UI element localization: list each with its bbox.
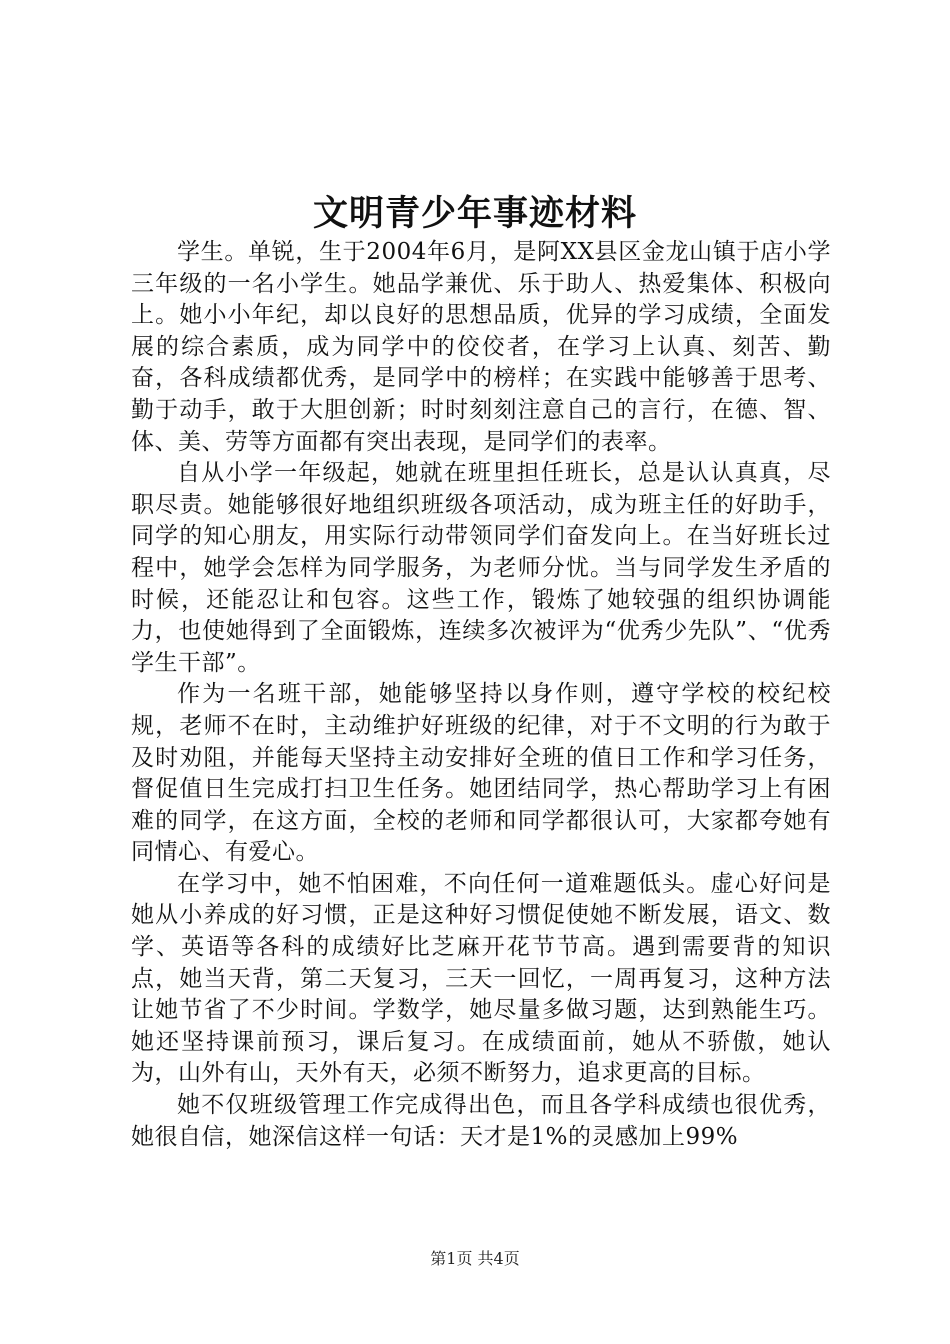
paragraph-4: 在学习中，她不怕困难，不向任何一道难题低头。虚心好问是她从小养成的好习惯，正是这种好习惯促使她不断发展，语文、数学、英语等各科的成绩好比芝麻开花节节高。遇到需要背的知识点，她当天背，第二天复习，三天一回忆，一周再复习，这种方法让她节省了不少时间。学数学，她尽量多做习题，达到熟能生巧。她还坚持课前预习，课后复习。在成绩面前，她从不骄傲，她认为，山外有山，天外有天，必须不断努力，追求更高的目标。 (131, 870, 831, 1087)
page-number-footer: 第1页 共4页 (430, 1249, 520, 1268)
paragraph-1: 学生。单锐，生于2004年6月，是阿XX县区金龙山镇于店小学三年级的一名小学生。她品学兼优、乐于助人、热爱集体、积极向上。她小小年纪，却以良好的思想品质，优异的学习成绩，全面发展的综合素质，成为同学中的佼佼者，在学习上认真、刻苦、勤奋，各科成绩都优秀，是同学中的榜样；在实践中能够善于思考、勤于动手，敢于大胆创新；时时刻刻注意自己的言行，在德、智、体、美、劳等方面都有突出表现，是同学们的表率。 (131, 239, 831, 455)
document-title: 文明青少年事迹材料 (312, 193, 637, 234)
paragraph-2: 自从小学一年级起，她就在班里担任班长，总是认认真真，尽职尽责。她能够很好地组织班级各项活动，成为班主任的好助手，同学的知心朋友，用实际行动带领同学们奋发向上。在当好班长过程中，她学会怎样为同学服务，为老师分忧。当与同学发生矛盾的时候，还能忍让和包容。这些工作，锻炼了她较强的组织协调能力，也使她得到了全面锻炼，连续多次被评为“优秀少先队”、“优秀学生干部”。 (131, 460, 831, 676)
paragraph-5: 她不仅班级管理工作完成得出色，而且各学科成绩也很优秀，她很自信，她深信这样一句话：天才是1%的灵感加上99% (131, 1092, 831, 1150)
document-body (131, 237, 831, 1153)
paragraph-3: 作为一名班干部，她能够坚持以身作则，遵守学校的校纪校规，老师不在时，主动维护好班级的纪律，对于不文明的行为敢于及时劝阻，并能每天坚持主动安排好全班的值日工作和学习任务，督促值日生完成打扫卫生任务。她团结同学，热心帮助学习上有困难的同学，在这方面，全校的老师和同学都很认可，大家都夸她有同情心、有爱心。 (131, 681, 831, 866)
